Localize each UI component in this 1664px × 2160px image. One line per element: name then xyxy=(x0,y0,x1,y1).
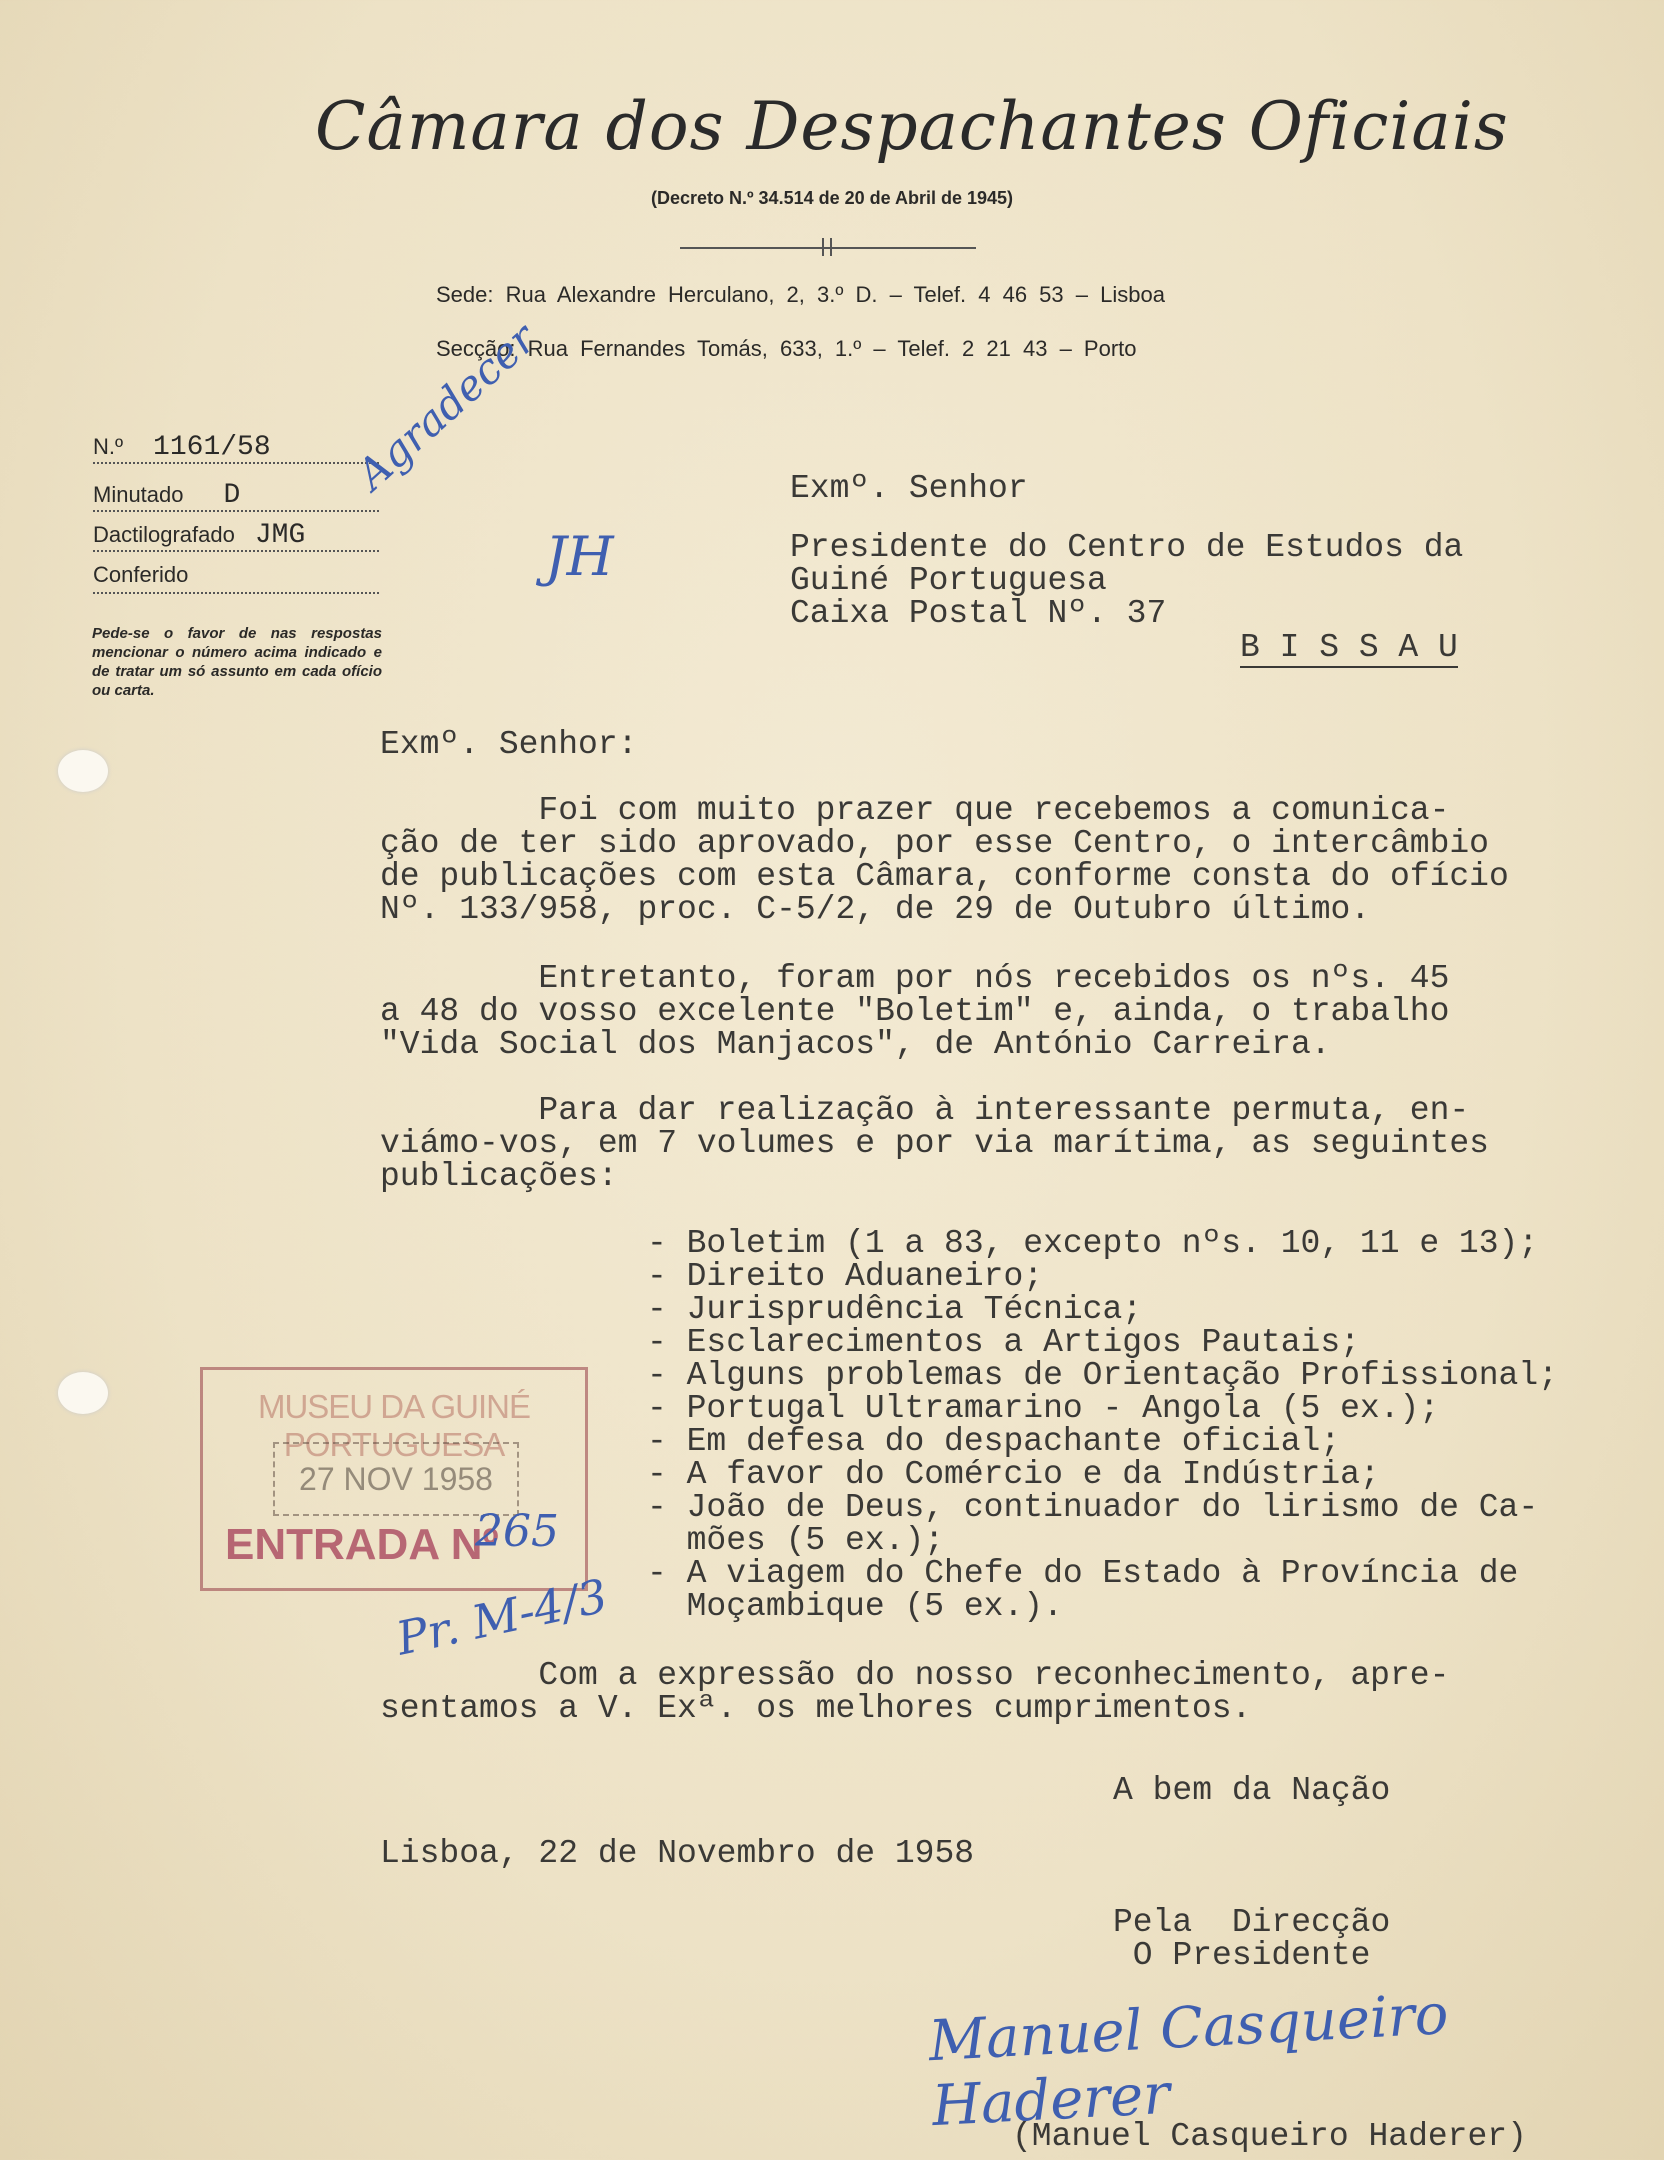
handwritten-initials: JH xyxy=(545,525,614,588)
value: D xyxy=(223,480,241,511)
paragraph-1: Foi com muito prazer que recebemos a comunica- ção de ter sido aprovado, por esse Centro, o intercâmbio de publicações com esta Câmara, conforme consta do ofício Nº. 133/958, proc. C-5/2, de 29 de Outubro último. xyxy=(380,792,1509,928)
handwritten-note: Agradecer xyxy=(347,313,546,499)
museum-entry-stamp xyxy=(200,1367,588,1591)
list-dash: - xyxy=(647,1291,687,1328)
stamp-entrada-number: 265 xyxy=(475,1506,559,1557)
publication-title: Em defesa do despachante oficial; xyxy=(686,1423,1341,1460)
motto: A bem da Nação xyxy=(1113,1772,1391,1809)
closing: Com a expressão do nosso reconhecimento, apre- sentamos a V. Exª. os melhores cumprimentos. xyxy=(380,1657,1450,1727)
handwritten-signature: Manuel Casqueiro Haderer xyxy=(927,1982,1450,2140)
publication-item xyxy=(647,1293,1142,1326)
publication-item xyxy=(647,1260,1043,1293)
greeting: Exmº. Senhor: xyxy=(380,726,638,763)
punch-hole xyxy=(58,750,108,792)
letterhead-decree: (Decreto N.º 34.514 de 20 de Abril de 1945) xyxy=(650,188,1014,208)
paragraph-3: Para dar realização à interessante permuta, en- viámo-vos, em 7 volumes e por via marítima, as seguintes publicações: xyxy=(380,1092,1489,1195)
publication-item xyxy=(647,1557,1518,1623)
signature-direction: Pela Direcção xyxy=(1113,1904,1391,1941)
recipient-salutation: Exmº. Senhor xyxy=(790,470,1028,507)
handwritten-process-ref: Pr. M-4/3 xyxy=(391,1568,613,1666)
letterhead-seccao: Secção: Rua Fernandes Tomás, 633, 1.º – Telef. 2 21 43 – Porto xyxy=(436,336,1137,361)
paragraph-2: Entretanto, foram por nós recebidos os nºs. 45 a 48 do vosso excelente "Boletim" e, ainda, o trabalho "Vida Social dos Manjacos", de António Carreira. xyxy=(380,960,1450,1063)
publication-title: A favor do Comércio e da Indústria; xyxy=(686,1456,1380,1493)
list-dash: - xyxy=(647,1456,687,1493)
publication-item xyxy=(647,1392,1439,1425)
form-number xyxy=(93,432,379,464)
publication-title: Boletim (1 a 83, excepto nºs. 10, 11 e 13); xyxy=(686,1225,1539,1262)
list-dash: - xyxy=(647,1555,687,1592)
form-minutado xyxy=(93,480,379,512)
publication-item xyxy=(647,1425,1340,1458)
publication-title: A viagem do Chefe do Estado à Província de Moçambique (5 ex.). xyxy=(686,1555,1519,1625)
publication-title: Direito Aduaneiro; xyxy=(686,1258,1044,1295)
publication-item xyxy=(647,1491,1538,1557)
form-conferido xyxy=(93,562,379,594)
list-dash: - xyxy=(647,1258,687,1295)
list-dash: - xyxy=(647,1489,687,1526)
divider-ornament xyxy=(822,238,832,256)
reference-note: Pede-se o favor de nas respostas mencionar o número acima indicado e de tratar um só assunto em cada ofício ou carta. xyxy=(92,625,382,699)
value: JMG xyxy=(254,520,306,551)
publication-title: Esclarecimentos a Artigos Pautais; xyxy=(686,1324,1360,1361)
list-dash: - xyxy=(647,1423,687,1460)
recipient-line2: Guiné Portuguesa xyxy=(790,562,1107,599)
recipient-city: B I S S A U xyxy=(1240,629,1458,666)
list-dash: - xyxy=(647,1324,687,1361)
date-line: Lisboa, 22 de Novembro de 1958 xyxy=(380,1835,975,1872)
publication-title: Portugal Ultramarino - Angola (5 ex.); xyxy=(686,1390,1440,1427)
stamp-date: 27 NOV 1958 xyxy=(273,1442,519,1516)
publication-title: Alguns problemas de Orientação Profissional; xyxy=(686,1357,1558,1394)
form-dactilografado xyxy=(93,520,379,552)
publication-title: Jurisprudência Técnica; xyxy=(686,1291,1143,1328)
list-dash: - xyxy=(647,1390,687,1427)
publication-item xyxy=(647,1326,1360,1359)
publication-item xyxy=(647,1458,1380,1491)
list-dash: - xyxy=(647,1357,687,1394)
publication-item xyxy=(647,1359,1558,1392)
label: Minutado xyxy=(93,482,184,507)
signature-title: O Presidente xyxy=(1113,1937,1371,1974)
stamp-museum-name: MUSEU DA GUINÉ PORTUGUESA xyxy=(257,1388,531,1463)
punch-hole xyxy=(58,1372,108,1414)
value: 1161/58 xyxy=(153,432,271,463)
recipient-line3: Caixa Postal Nº. 37 xyxy=(790,595,1167,632)
publication-title: João de Deus, continuador do lirismo de Ca- mões (5 ex.); xyxy=(686,1489,1539,1559)
printed-name: (Manuel Casqueiro Haderer) xyxy=(1012,2118,1527,2155)
letterhead-sede: Sede: Rua Alexandre Herculano, 2, 3.º D. – Telef. 4 46 53 – Lisboa xyxy=(436,282,1165,307)
letterhead-title: Câmara dos Despachantes Oficiais xyxy=(315,88,1509,165)
stamp-entrada-label: ENTRADA Nº xyxy=(225,1520,499,1569)
recipient-line1: Presidente do Centro de Estudos da xyxy=(790,529,1464,566)
label: Conferido xyxy=(93,562,189,587)
publication-item xyxy=(647,1227,1538,1260)
label: N.º xyxy=(93,434,124,459)
label: Dactilografado xyxy=(93,522,235,547)
list-dash: - xyxy=(647,1225,687,1262)
